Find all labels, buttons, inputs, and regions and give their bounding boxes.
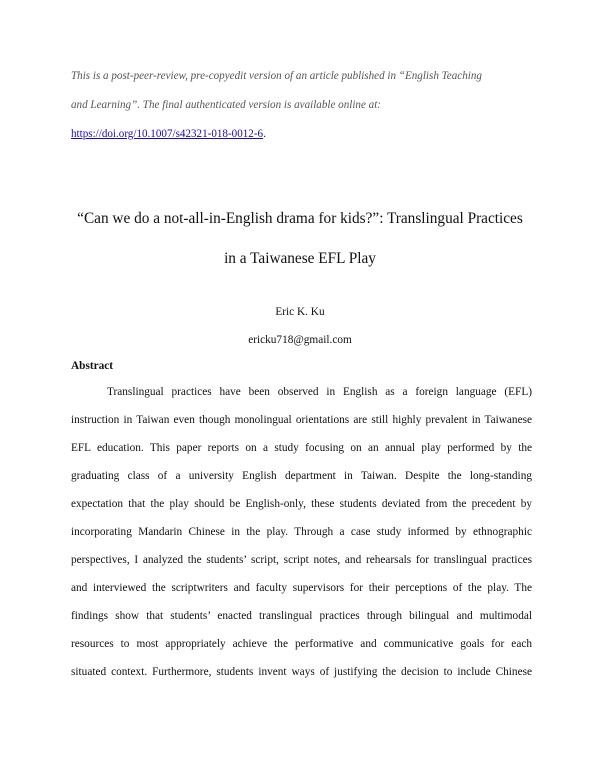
prepublication-notice <box>71 62 541 149</box>
author-block <box>50 298 550 354</box>
abstract-line: situated context. Furthermore, students invent ways of justifying the decision to include Chinese <box>71 666 532 678</box>
abstract-line: EFL education. This paper reports on a study focusing on an annual play performed by the <box>71 442 532 454</box>
abstract-line: findings show that students’ enacted translingual practices through bilingual and multimodal <box>71 610 532 622</box>
abstract-line: graduating class of a university English department in Taiwan. Despite the long-standing <box>71 470 532 482</box>
abstract-line: resources to most appropriately achieve the performative and communicative goals for each <box>71 638 532 650</box>
abstract-line: instruction in Taiwan even though monolingual orientations are still highly prevalent in Taiwanese <box>71 414 532 426</box>
notice-line-1: This is a post-peer-review, pre-copyedit version of an article published in “English Teaching <box>71 70 482 82</box>
abstract-heading: Abstract <box>71 360 114 372</box>
notice-line-3 <box>71 120 541 149</box>
doi-link[interactable]: https://doi.org/10.1007/s42321-018-0012-6 <box>71 128 264 140</box>
author-email: ericku718@gmail.com <box>248 334 352 346</box>
abstract-body <box>71 378 532 686</box>
doi-trailer: . <box>263 128 266 140</box>
title-line-1: “Can we do a not-all-in-English drama for kids?”: Translingual Practices <box>77 210 523 227</box>
paper-title <box>50 199 550 279</box>
abstract-line: expectation that the play should be English-only, these students deviated from the precedent by <box>71 498 532 510</box>
notice-line-2: and Learning”. The final authenticated version is available online at: <box>71 99 381 111</box>
title-line-2: in a Taiwanese EFL Play <box>224 250 376 267</box>
abstract-line: Translingual practices have been observed in English as a foreign language (EFL) <box>107 386 532 398</box>
abstract-line: and interviewed the scriptwriters and faculty supervisors for their perceptions of the play. The <box>71 582 532 594</box>
author-name: Eric K. Ku <box>275 306 325 318</box>
abstract-line: perspectives, I analyzed the students’ script, script notes, and rehearsals for translingual practices <box>71 554 532 566</box>
abstract-line: incorporating Mandarin Chinese in the play. Through a case study informed by ethnographic <box>71 526 532 538</box>
